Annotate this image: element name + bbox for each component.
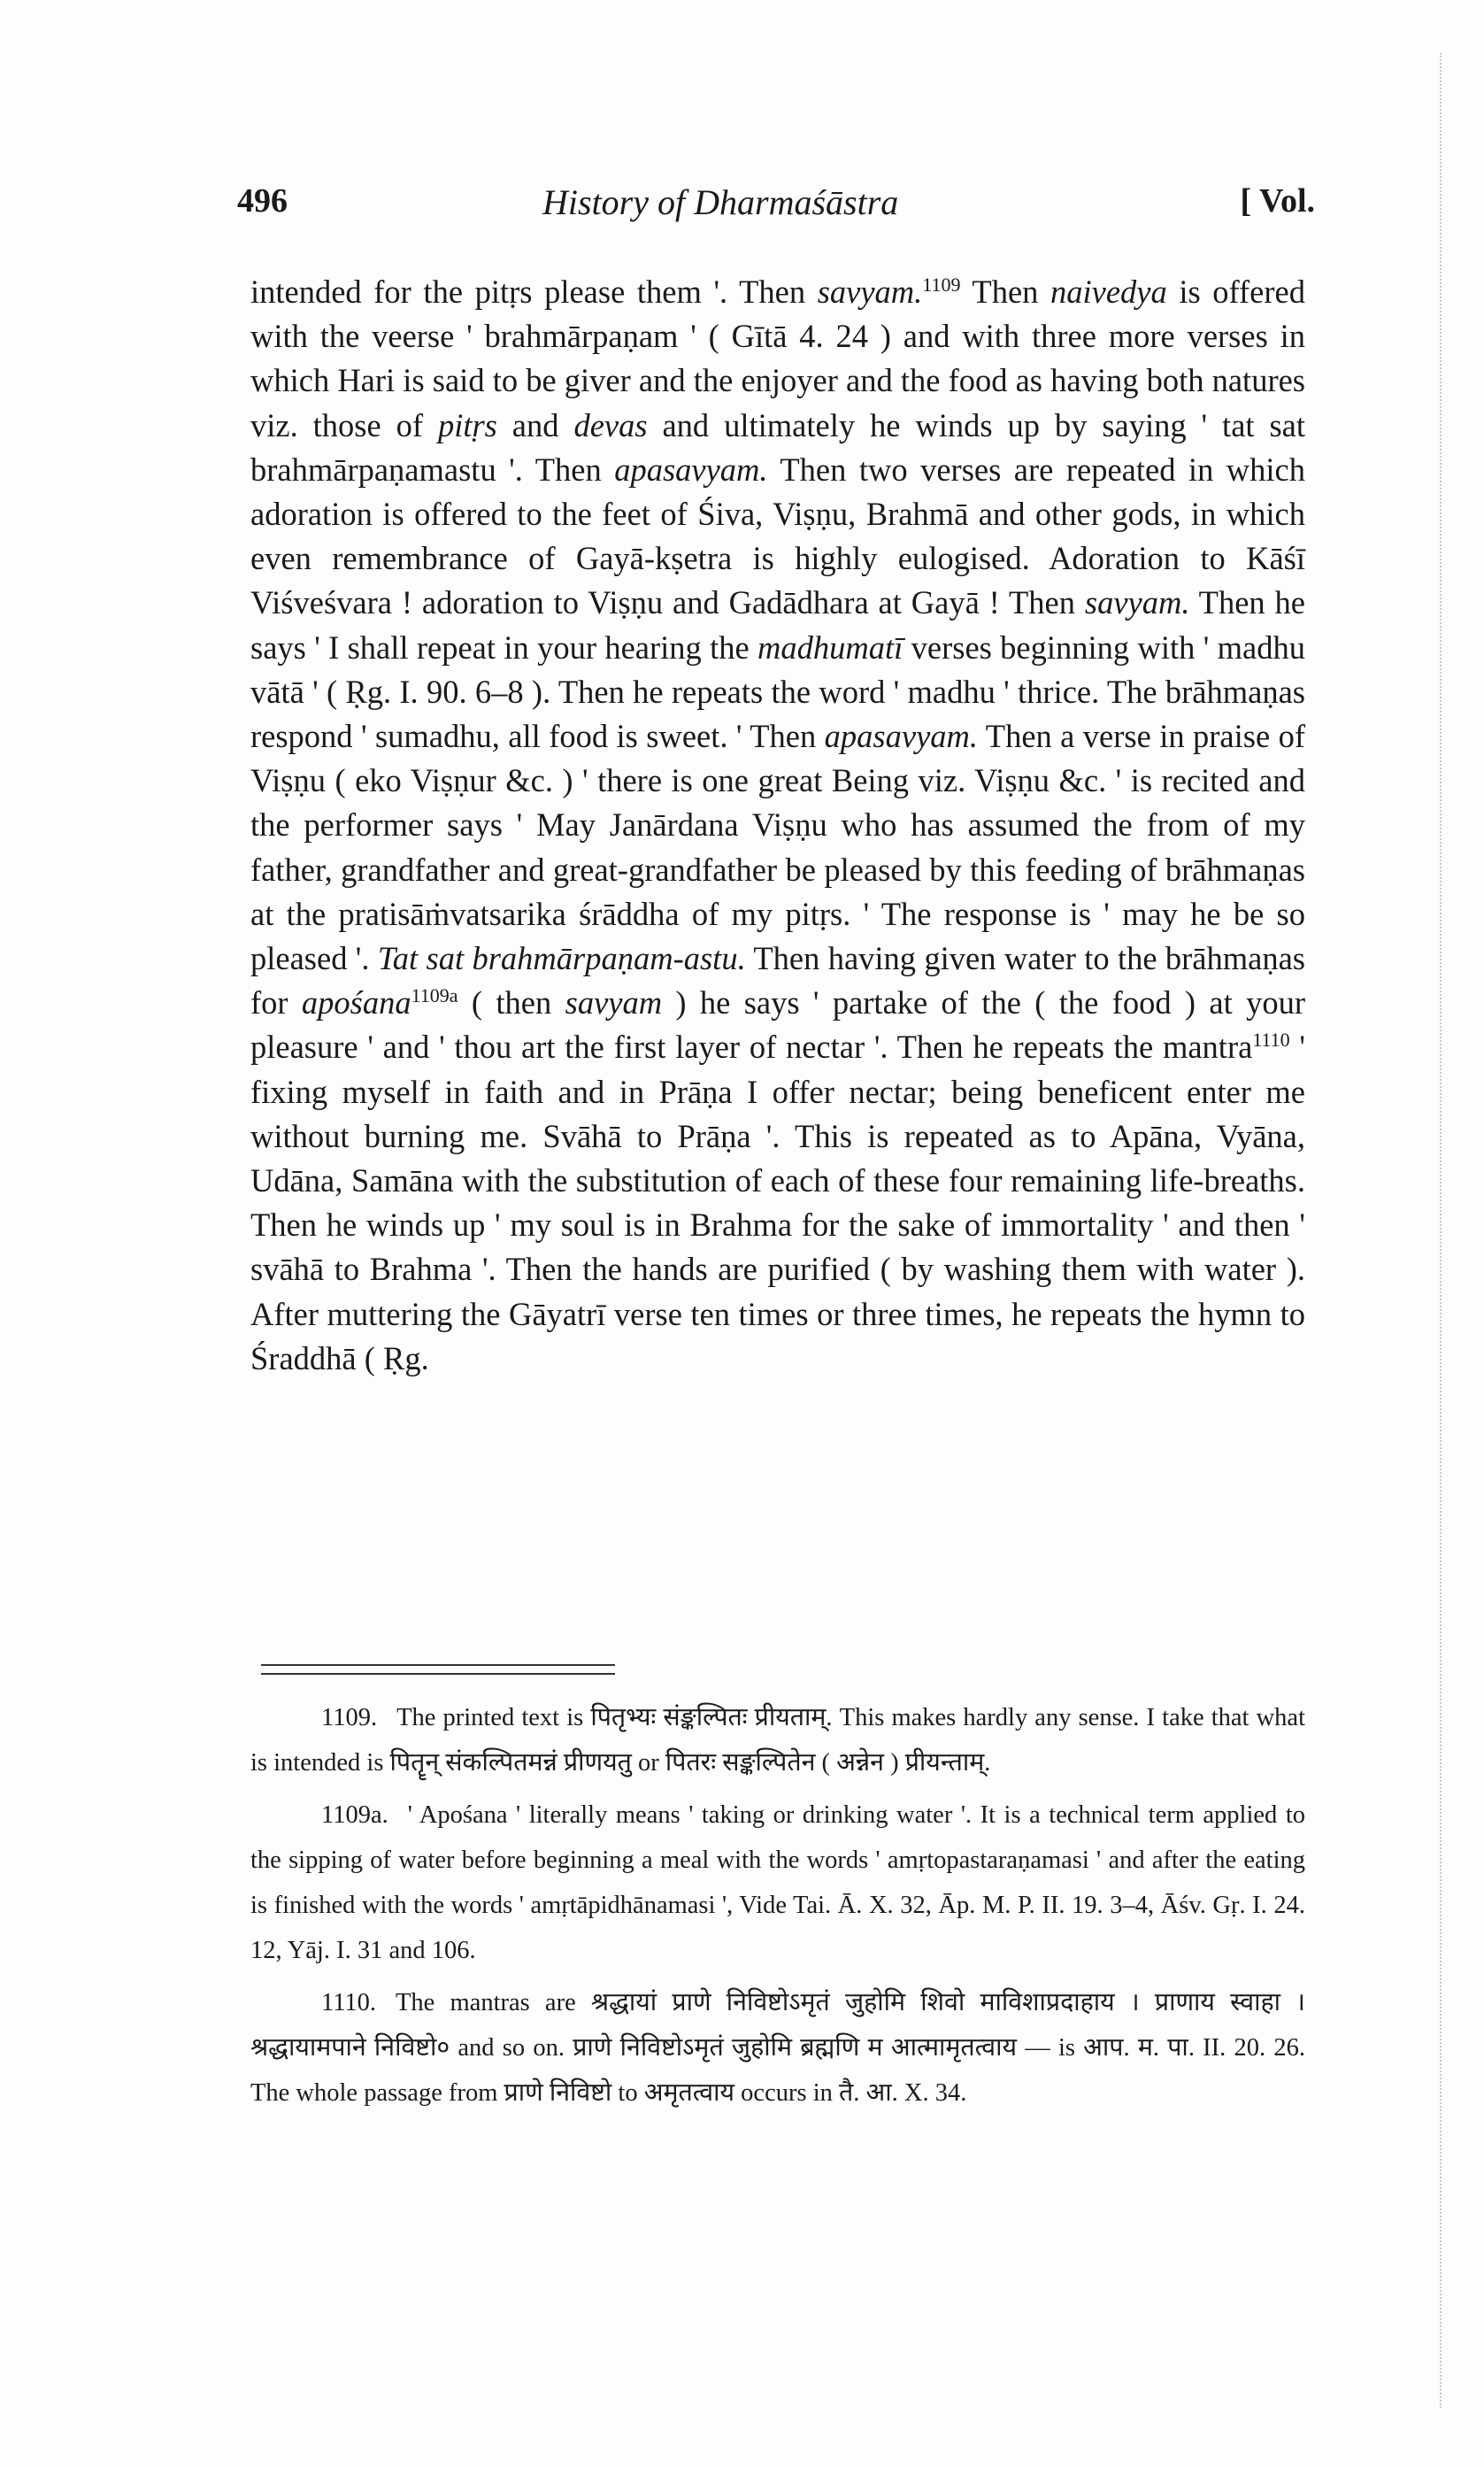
text-run: verses beginning with ' madhu vātā ' ( Ṛg. I. 90. 6–8 ). Then he repeats the word ' madhu ' thrice. The brāhmaṇas respond ' sumadhu, all food is sweet. ' Then — [250, 628, 1305, 755]
text-run: ' fixing myself in faith and in Prāṇa I offer nectar; being beneficent enter me without burning me. Svāhā to Prāṇa '. This is repeated as to Apāna, Vyāna, Udāna, Samāna with the substitution of each of these four remaining life-breaths. Then he winds up ' my soul is in Brahma for the sake of immortality ' and then ' svāhā to Brahma '. Then the hands are purified ( by washing them with water ). After muttering the Gāyatrī verse ten times or three times, he repeats the hymn to Śraddhā ( Ṛg. — [250, 1029, 1306, 1376]
main-paragraph — [250, 270, 1305, 1381]
italic-term: naivedya — [1050, 274, 1167, 310]
text-run: intended for the pitṛs please them '. Then — [250, 274, 818, 310]
footnote-1110 — [250, 1980, 1305, 2116]
footnote-ref-1109: 1109 — [922, 273, 961, 296]
text-run: and ultimately he winds up by saying ' tat sat brahmārpaṇamastu '. Then — [250, 406, 1305, 488]
italic-term: apasavyam. — [824, 718, 979, 755]
footnote-number: 1110. — [321, 1989, 377, 2016]
footnotes — [250, 1695, 1305, 2123]
page-number: 496 — [237, 182, 288, 220]
italic-term: pitṛs — [437, 406, 497, 443]
footnote-1109 — [250, 1695, 1305, 1785]
text-run: Then he says ' I shall repeat in your hearing the — [250, 584, 1305, 666]
footnote-ref-1109a: 1109a — [411, 984, 458, 1007]
italic-term: apasavyam. — [614, 451, 768, 488]
footnote-text: The mantras are श्रद्धायां प्राणे निविष्टोऽमृतं जुहोमि शिवो माविशाप्रदाहाय । प्राणाय स्वाहा । श्रद्धायामपाने निविष्टो० and so on. प्राणे निविष्टोऽमृतं जुहोमि ब्रह्मणि म आत्मामृतत्वाय — is आप. म. पा. II. 20. 26. The whole passage from प्राणे निविष्टो to अमृतत्वाय occurs in तै. आ. X. 34. — [250, 1989, 1305, 2107]
page-header — [237, 181, 1315, 235]
footnote-number: 1109. — [321, 1704, 378, 1731]
page-edge-line — [1440, 53, 1442, 2408]
text-run: ( then — [458, 984, 565, 1021]
running-title: History of Dharmaśāstra — [542, 182, 899, 222]
italic-term: madhumatī — [757, 628, 903, 666]
footnote-ref-1110: 1110 — [1252, 1029, 1290, 1052]
volume-label: [ Vol. — [1240, 182, 1315, 220]
text-run: Then a verse in praise of Viṣṇu ( eko Viṣṇur &c. ) ' there is one great Being viz. Viṣṇu &c. ' is recited and the performer says ' May Janārdana Viṣṇu who has assumed the from of my father, grandfather and great-grandfather be pleased by this feeding of brāhmaṇas at the pratisāṁvatsarika śrāddha of my pitṛs. ' The response is ' may he be so pleased '. — [250, 718, 1305, 977]
italic-term: savyam — [565, 984, 663, 1021]
footnote-1109a — [250, 1792, 1305, 1973]
text-run: and — [496, 406, 574, 443]
text-run: is offered with the veerse ' brahmārpaṇam ' ( Gītā 4. 24 ) and with three more verses in which Hari is said to be giver and the enjoyer and the food as having both natures viz. those of — [250, 274, 1306, 443]
text-run: ) he says ' partake of the ( the food ) at your pleasure ' and ' thou art the first layer of nectar '. Then he repeats the mantra — [250, 984, 1305, 1066]
text-run: Then having given water to the brāhmaṇas for — [250, 940, 1305, 1021]
italic-term: savyam. — [817, 274, 923, 310]
italic-term: savyam. — [1084, 584, 1190, 621]
footnote-number: 1109a. — [321, 1801, 388, 1829]
text-run: Then — [960, 274, 1050, 310]
italic-term: devas — [573, 406, 648, 443]
footnote-text: ' Apośana ' literally means ' taking or drinking water '. It is a technical term applied to the sipping of water before beginning a meal with the words ' amṛtopastaraṇamasi ' and after the eating is finished with the words ' amṛtāpidhānamasi ', Vide Tai. Ā. X. 32, Āp. M. P. II. 19. 3–4, Āśv. Gṛ. I. 24. 12, Yāj. I. 31 and 106. — [250, 1801, 1305, 1964]
footnote-separator — [261, 1664, 615, 1675]
footnote-text: The printed text is पितृभ्यः संङ्कल्पितः प्रीयताम्. This makes hardly any sense. I take that what is intended is पितॄन् संकल्पितमन्नं प्रीणयतु or पितरः सङ्कल्पितेन ( अन्नेन ) प्रीयन्ताम्. — [250, 1704, 1305, 1777]
text-run: Then two verses are repeated in which adoration is offered to the feet of Śiva, Viṣṇu, Brahmā and other gods, in which even remembrance of Gayā-kṣetra is highly eulogised. Adoration to Kāśī Viśveśvara ! adoration to Viṣṇu and Gadādhara at Gayā ! Then — [250, 451, 1306, 621]
italic-term: Tat sat brahmārpaṇam-astu. — [377, 940, 746, 977]
italic-term: apośana — [301, 984, 411, 1021]
